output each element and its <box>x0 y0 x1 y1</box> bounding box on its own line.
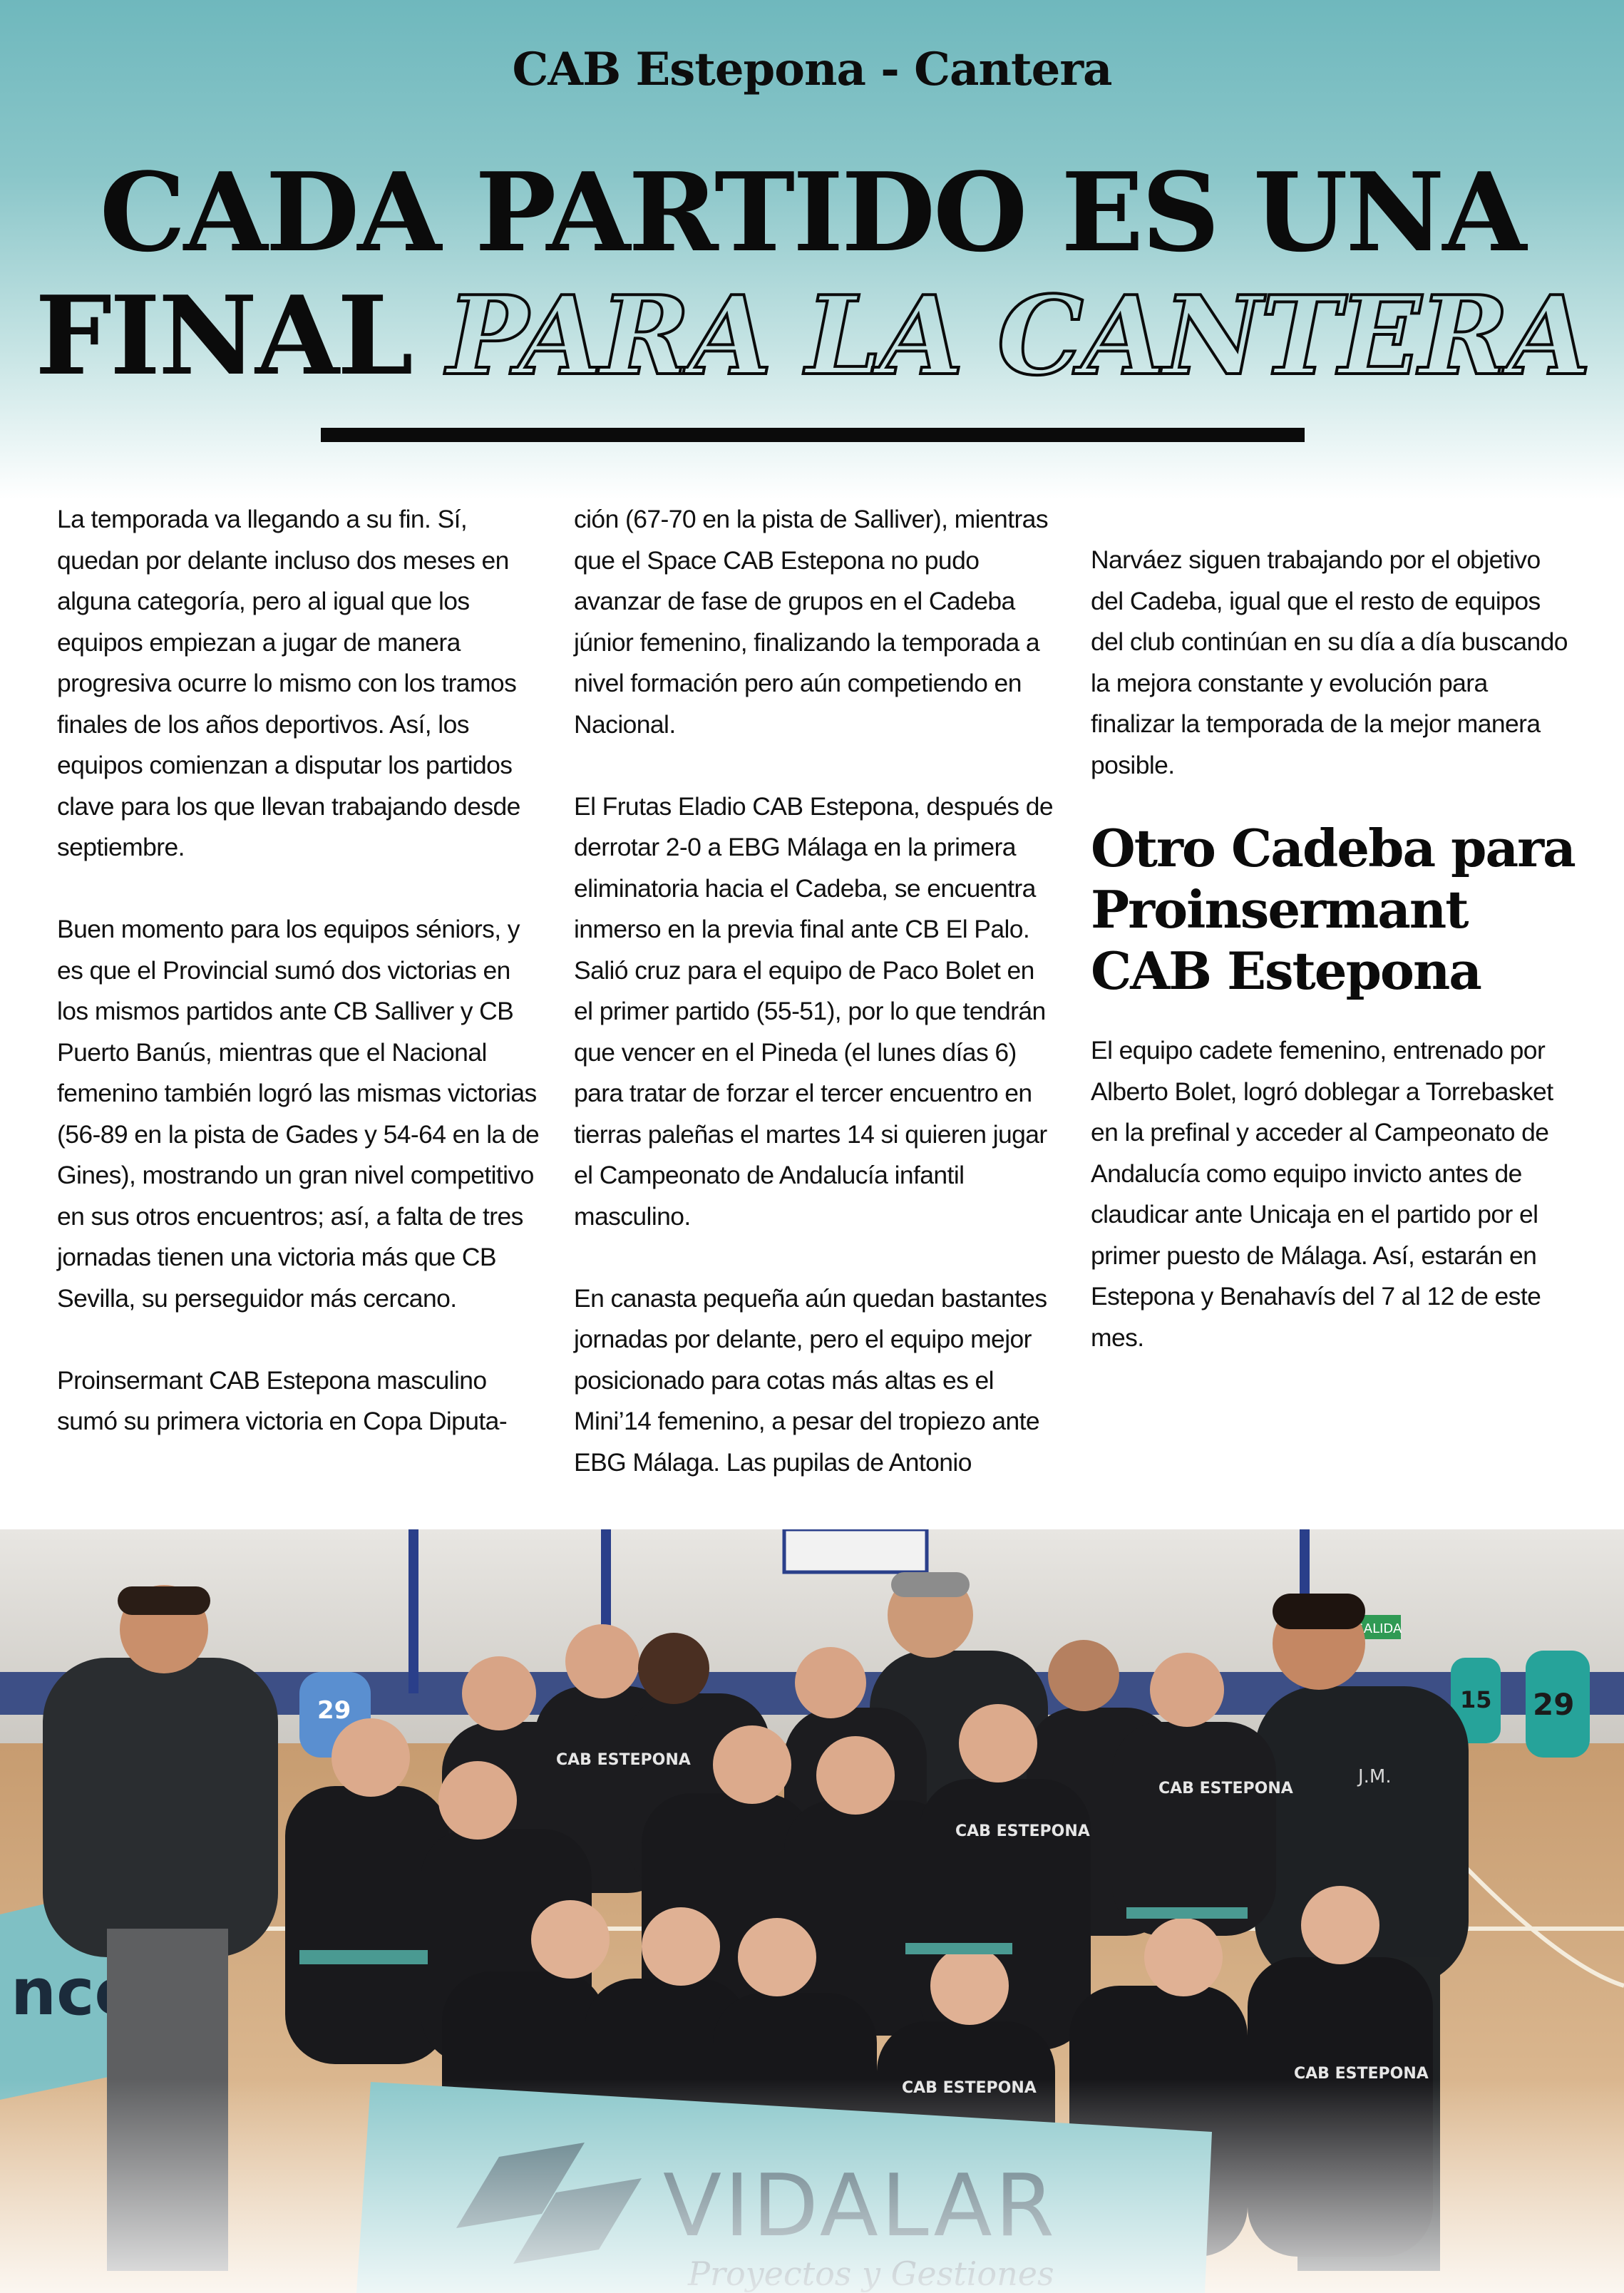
paragraph: Buen momento para los equipos séniors, y es que el Provincial sumó dos victorias en los mismos partidos ante CB Salliver y CB Puerto Banús, mientras que el Nacional femenino también logró las mismas victorias (56-89 en la pista de Gades y 54-64 en la de Gines), mostrando un gran nivel competitivo en sus otros encuentros; así, a falta de tres jornadas tienen una victoria más que CB Sevilla, su perseguidor más cercano. <box>57 915 540 1313</box>
paragraph: El Frutas Eladio CAB Estepona, después de derrotar 2-0 a EBG Málaga en la primera eliminatoria hacia el Cadeba, se encuentra inmerso en la previa final ante CB El Palo. Salió cruz para el equipo de Paco Bolet en el primer partido (55-51), por lo que tendrán que vencer en el Pineda (el lunes días 6) para tratar de forzar el tercer encuentro en tierras paleñas el martes 14 si quieren jugar el Campeonato de Andalucía infantil masculino. <box>574 791 1054 1231</box>
headline-outline-phrase: PARA LA CANTERA <box>446 272 1589 399</box>
paragraph: El equipo cadete femenino, entrenado por Alberto Bolet, logró doblegar a Torrebasket en la prefinal y acceder al Campeonato de Andalucía como equipo invicto antes de claudicar ante Unicaja en el partido por el primer puesto de Málaga. Así, estarán en Estepona y Benahavís del 7 al 12 de este mes. <box>1091 1036 1553 1352</box>
paragraph: Narváez siguen trabajando por el objetivo del Cadeba, igual que el resto de equipos del club continúan en su día a día buscando la mejora constante y evolución para finalizar la temporada de la mejor manera posible. <box>1091 545 1568 779</box>
headline-line-2 <box>0 272 1624 399</box>
paragraph: ción (67-70 en la pista de Salliver), mientras que el Space CAB Estepona no pudo avanzar de fase de grupos en el Cadeba júnior femenino, finalizando la temporada a nivel formación pero aún competiendo en Nacional. <box>574 505 1048 739</box>
article-column-1 <box>57 499 542 1483</box>
paragraph: Proinsermant CAB Estepona masculino sumó su primera victoria en Copa Diputa- <box>57 1365 508 1435</box>
article-column-2 <box>574 499 1059 1524</box>
team-photo <box>0 1529 1624 2293</box>
subheading: Otro Cadeba para Proinsermant CAB Estepona <box>1091 818 1575 1001</box>
headline-line-1: CADA PARTIDO ES UNA <box>99 148 1525 276</box>
article-column-3 <box>1091 540 1576 1400</box>
headline-solid-word: FINAL <box>35 272 411 399</box>
headline-rule <box>321 428 1305 442</box>
paragraph: En canasta pequeña aún quedan bastantes jornadas por delante, pero el equipo mejor posicionado para cotas más altas es el Mini’14 femenino, a pesar del tropiezo ante EBG Málaga. Las pupilas de Antonio <box>574 1283 1047 1477</box>
section-label: CAB Estepona - Cantera <box>512 43 1112 96</box>
paragraph: La temporada va llegando a su fin. Sí, quedan por delante incluso dos meses en alguna categoría, pero al igual que los equipos empiezan a jugar de manera progresiva ocurre lo mismo con los tramos finales de los años deportivos. Así, los equipos comienzan a disputar los partidos clave para los que llevan trabajando desde septiembre. <box>57 505 520 861</box>
